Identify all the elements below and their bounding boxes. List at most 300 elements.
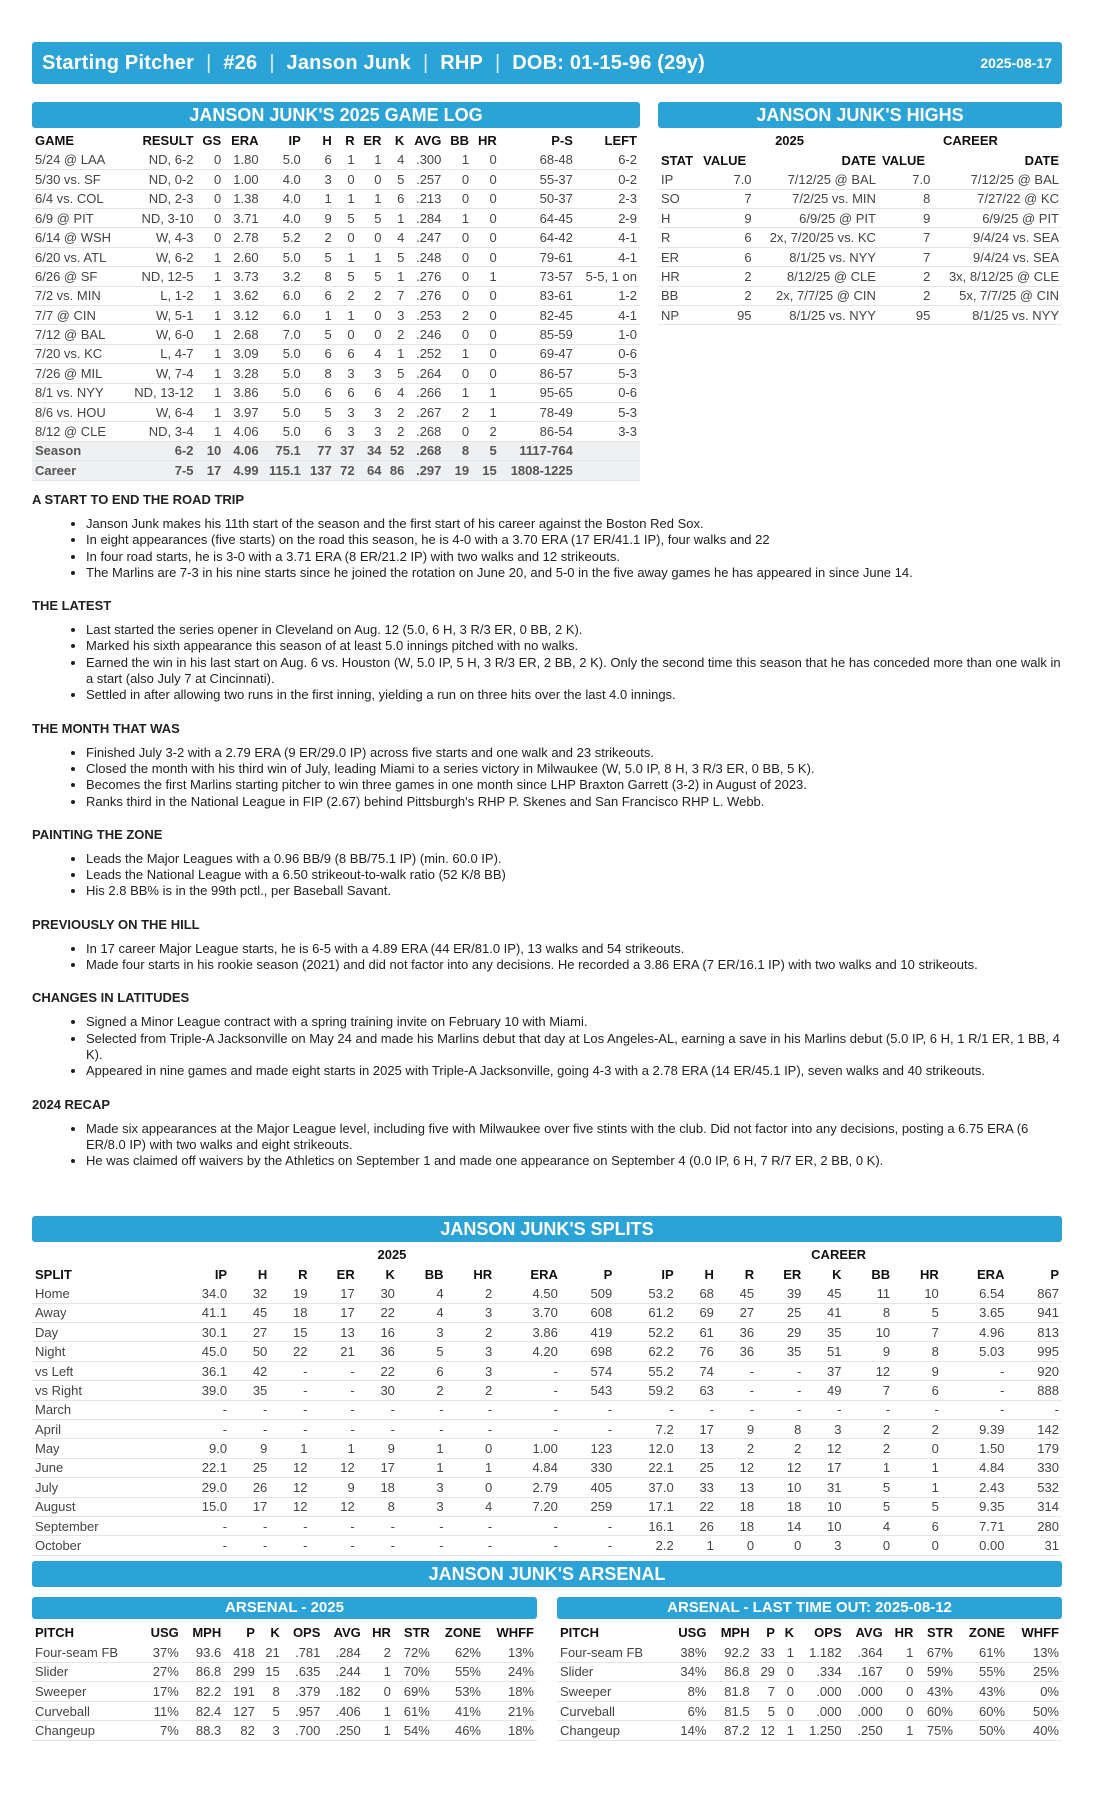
table-cell: 1: [384, 267, 407, 286]
table-cell: 33: [677, 1478, 717, 1497]
table-cell: 8/1/25 vs. NYY: [755, 247, 879, 266]
table-cell: 330: [1007, 1458, 1062, 1477]
table-cell: 4.20: [495, 1342, 561, 1361]
note-heading: THE LATEST: [32, 598, 112, 614]
table-cell: .000: [797, 1701, 845, 1721]
table-cell: 36: [717, 1342, 757, 1361]
column-header: IP: [288, 133, 301, 149]
splits-row: [32, 1284, 1062, 1303]
table-cell: 4-1: [576, 228, 640, 247]
table-cell: 78-49: [500, 402, 576, 421]
table-cell: 37: [335, 441, 358, 460]
highs-row: [658, 306, 1062, 325]
table-cell: .213: [407, 189, 444, 208]
highs-row: [658, 286, 1062, 305]
table-cell: 2: [444, 402, 472, 421]
table-cell: 5: [384, 364, 407, 383]
table-cell: 5-5, 1 on: [576, 267, 640, 286]
table-cell: 0: [472, 325, 500, 344]
table-cell: .700: [283, 1721, 324, 1741]
column-header: ZONE: [444, 1625, 481, 1641]
table-cell: 2: [447, 1323, 496, 1342]
table-cell: 8: [358, 1497, 398, 1516]
table-cell: August: [32, 1497, 169, 1516]
table-cell: 59%: [916, 1662, 956, 1682]
table-cell: 1: [444, 209, 472, 228]
table-cell: -: [270, 1536, 310, 1555]
column-header: HR: [894, 1625, 914, 1641]
table-cell: [576, 461, 640, 480]
column-header: P: [246, 1625, 255, 1641]
table-cell: 1.250: [797, 1721, 845, 1741]
table-cell: 2: [384, 422, 407, 441]
table-cell: 1: [197, 422, 225, 441]
column-header: BB: [450, 133, 470, 149]
table-cell: 0: [886, 1682, 917, 1702]
table-cell: 330: [561, 1458, 615, 1477]
table-cell: ND, 12-5: [124, 267, 197, 286]
column-header: STR: [403, 1625, 430, 1641]
table-cell: 6/14 @ WSH: [32, 228, 124, 247]
table-cell: 6: [304, 383, 335, 402]
column-header: MPH: [192, 1625, 222, 1641]
table-cell: 2.79: [495, 1478, 561, 1497]
table-cell: 2: [845, 1439, 894, 1458]
note-item: • He was claimed off waivers by the Athletics on September 1 and made one appearance on September 4 (0.0 IP, 6 H, 7 R/7 ER, 2 BB, 0 K).: [86, 1153, 1062, 1169]
table-cell: 191: [224, 1682, 258, 1702]
table-cell: 37.0: [615, 1478, 676, 1497]
game-log-row: [32, 189, 640, 208]
table-cell: 0: [197, 209, 225, 228]
table-cell: 4: [384, 150, 407, 169]
game-log-table: [32, 131, 640, 481]
header-throws: RHP: [440, 51, 484, 74]
table-cell: 86-54: [500, 422, 576, 441]
table-cell: 2: [398, 1381, 447, 1400]
table-cell: -: [310, 1381, 357, 1400]
game-log-title: JANSON JUNK'S 2025 GAME LOG: [32, 102, 640, 128]
arsenal-last-header-row: [557, 1623, 1062, 1643]
table-cell: 0: [444, 267, 472, 286]
table-cell: 26: [677, 1516, 717, 1535]
table-cell: 52.2: [615, 1323, 676, 1342]
table-cell: 54%: [394, 1721, 433, 1741]
table-cell: 1: [893, 1478, 942, 1497]
table-cell: 7: [893, 1323, 942, 1342]
table-cell: 16: [358, 1323, 398, 1342]
arsenal-row: [557, 1721, 1062, 1741]
table-cell: W, 7-4: [124, 364, 197, 383]
table-cell: 15: [472, 461, 500, 480]
page-header: [32, 42, 1062, 84]
table-cell: 4.96: [942, 1323, 1008, 1342]
column-header: GS: [202, 133, 222, 149]
column-header: ER: [783, 1266, 802, 1282]
highs-body: [658, 170, 1062, 325]
table-cell: -: [398, 1400, 447, 1419]
column-header: ER: [336, 1266, 355, 1282]
table-cell: 6: [335, 344, 358, 363]
game-log-row: [32, 383, 640, 402]
table-cell: 82.2: [182, 1682, 224, 1702]
table-cell: 10: [893, 1284, 942, 1303]
table-cell: 5/30 vs. SF: [32, 170, 124, 189]
note-item: • Appeared in nine games and made eight starts in 2025 with Triple-A Jacksonville, going 4-3 with a 2.78 ERA (14 ER/45.1 IP), seven walks and 40 strikeouts.: [86, 1063, 1062, 1079]
column-header: RESULT: [142, 133, 194, 149]
header-date: 2025-08-17: [980, 55, 1052, 71]
table-cell: 419: [561, 1323, 615, 1342]
note-heading: PREVIOUSLY ON THE HILL: [32, 916, 200, 932]
table-cell: 0: [472, 306, 500, 325]
note-item: • Last started the series opener in Cleveland on Aug. 12 (5.0, 6 H, 3 R/3 ER, 0 BB, 2 K).: [86, 622, 1062, 638]
arsenal-last-body: [557, 1643, 1062, 1741]
table-cell: .000: [797, 1682, 845, 1702]
table-cell: 5-3: [576, 364, 640, 383]
table-cell: 1: [778, 1721, 797, 1741]
table-cell: 2x, 7/20/25 vs. KC: [755, 228, 879, 247]
table-cell: 2: [304, 228, 335, 247]
table-cell: -: [615, 1400, 676, 1419]
table-cell: 86.8: [709, 1662, 752, 1682]
table-cell: 33: [753, 1643, 778, 1663]
table-cell: 2: [358, 286, 385, 305]
table-cell: 9: [700, 209, 754, 228]
column-header: HR: [473, 1266, 493, 1282]
table-cell: 142: [1007, 1420, 1062, 1439]
table-cell: 41.1: [169, 1303, 230, 1322]
table-cell: 1: [444, 383, 472, 402]
table-cell: .252: [407, 344, 444, 363]
table-cell: 1: [677, 1536, 717, 1555]
table-cell: 9/4/24 vs. SEA: [933, 247, 1062, 266]
note-item: • Ranks third in the National League in FIP (2.67) behind Pittsburgh's RHP P. Skenes and San Francisco RHP L. Webb.: [86, 794, 1062, 810]
table-cell: 5: [845, 1497, 894, 1516]
table-cell: .246: [407, 325, 444, 344]
table-cell: 698: [561, 1342, 615, 1361]
table-cell: 9: [845, 1342, 894, 1361]
table-cell: 314: [1007, 1497, 1062, 1516]
note-item: • In eight appearances (five starts) on the road this season, he is 4-0 with a 3.70 ERA (17 ER/41.1 IP), four walks and 22: [86, 532, 1062, 548]
table-cell: 1: [197, 247, 225, 266]
table-cell: 10: [757, 1478, 804, 1497]
table-cell: 2.43: [942, 1478, 1008, 1497]
note-list: [86, 941, 1062, 974]
table-cell: .264: [407, 364, 444, 383]
table-cell: 17: [804, 1458, 844, 1477]
table-cell: Slider: [32, 1662, 140, 1682]
table-cell: 27: [717, 1303, 757, 1322]
game-log-section: [32, 102, 640, 481]
table-cell: 22.1: [169, 1458, 230, 1477]
table-cell: 3x, 8/12/25 @ CLE: [933, 267, 1062, 286]
table-cell: .276: [407, 267, 444, 286]
table-cell: 0: [778, 1682, 797, 1702]
table-cell: 0%: [1008, 1682, 1062, 1702]
table-cell: 9: [304, 209, 335, 228]
table-cell: 40%: [1008, 1721, 1062, 1741]
column-header: LEFT: [604, 133, 637, 149]
highs-group-2025: 2025: [775, 133, 804, 149]
column-header: H: [704, 1266, 714, 1282]
table-cell: 3: [335, 364, 358, 383]
column-header: IP: [214, 1266, 228, 1282]
table-cell: 37%: [140, 1643, 182, 1663]
table-cell: 0: [444, 364, 472, 383]
column-header: STAT: [661, 152, 694, 168]
table-cell: 81.8: [709, 1682, 752, 1702]
table-cell: 18%: [484, 1721, 537, 1741]
table-cell: 5: [753, 1701, 778, 1721]
table-cell: -: [310, 1400, 357, 1419]
splits-group-spacer: [32, 1245, 169, 1264]
table-cell: 9: [879, 209, 933, 228]
table-cell: 3: [398, 1497, 447, 1516]
splits-row: [32, 1303, 1062, 1322]
table-cell: 3.28: [224, 364, 261, 383]
table-cell: 3.73: [224, 267, 261, 286]
table-cell: Away: [32, 1303, 169, 1322]
table-cell: Four-seam FB: [557, 1643, 667, 1663]
column-header: P-S: [551, 133, 573, 149]
arsenal-row: [557, 1682, 1062, 1702]
table-cell: 95: [700, 306, 754, 325]
table-cell: 6/9/25 @ PIT: [933, 209, 1062, 228]
arsenal-season-header-row: [32, 1623, 537, 1643]
table-cell: 7/20 vs. KC: [32, 344, 124, 363]
column-header: VALUE: [881, 152, 926, 168]
table-cell: 2.2: [615, 1536, 676, 1555]
splits-row: [32, 1361, 1062, 1380]
table-cell: 12: [753, 1721, 778, 1741]
table-cell: -: [804, 1400, 844, 1419]
splits-row: [32, 1536, 1062, 1555]
table-cell: -: [757, 1381, 804, 1400]
table-cell: 4.0: [262, 170, 304, 189]
table-cell: 7/27/22 @ KC: [933, 189, 1062, 208]
table-cell: 3.12: [224, 306, 261, 325]
table-cell: 3.65: [942, 1303, 1008, 1322]
column-header: DATE: [1024, 152, 1059, 168]
table-cell: 3.97: [224, 402, 261, 421]
table-cell: 0: [472, 286, 500, 305]
table-cell: 55-37: [500, 170, 576, 189]
table-cell: 17: [310, 1303, 357, 1322]
column-header: K: [270, 1625, 280, 1641]
table-cell: -: [561, 1516, 615, 1535]
arsenal-last-title: ARSENAL - LAST TIME OUT: 2025-08-12: [557, 1597, 1062, 1619]
table-cell: 7/12/25 @ BAL: [755, 170, 879, 189]
table-cell: 12: [310, 1497, 357, 1516]
table-cell: 0: [358, 228, 385, 247]
table-cell: -: [169, 1536, 230, 1555]
table-cell: 4.84: [942, 1458, 1008, 1477]
table-cell: 9.0: [169, 1439, 230, 1458]
table-cell: 52: [384, 441, 407, 460]
table-cell: NP: [658, 306, 700, 325]
table-cell: 6/20 vs. ATL: [32, 247, 124, 266]
table-cell: 10: [804, 1497, 844, 1516]
table-cell: W, 6-0: [124, 325, 197, 344]
table-cell: 280: [1007, 1516, 1062, 1535]
table-cell: -: [717, 1381, 757, 1400]
table-cell: .635: [283, 1662, 324, 1682]
table-cell: 0: [335, 170, 358, 189]
table-cell: 4: [358, 344, 385, 363]
note-list: [86, 1121, 1062, 1170]
table-cell: 2: [879, 267, 933, 286]
table-cell: 15: [270, 1323, 310, 1342]
table-cell: 1: [886, 1643, 917, 1663]
column-header: K: [784, 1625, 794, 1641]
table-cell: 32: [230, 1284, 270, 1303]
table-cell: ND, 0-2: [124, 170, 197, 189]
table-cell: 55%: [956, 1662, 1008, 1682]
note-item: • Made six appearances at the Major League level, including five with Milwaukee over five stints with the club. Did not factor into any decisions, posting a 6.75 ERA (6 ER/8.0 IP) with two walks and eight strikeouts.: [86, 1121, 1062, 1154]
table-cell: 3: [804, 1420, 844, 1439]
table-cell: 0: [197, 170, 225, 189]
column-header: USG: [678, 1625, 707, 1641]
table-cell: 26: [230, 1478, 270, 1497]
table-cell: 72: [335, 461, 358, 480]
table-cell: 2: [757, 1439, 804, 1458]
table-cell: W, 6-4: [124, 402, 197, 421]
table-cell: 38%: [667, 1643, 709, 1663]
column-header: P: [1050, 1266, 1059, 1282]
column-header: PITCH: [35, 1625, 74, 1641]
table-cell: 920: [1007, 1361, 1062, 1380]
table-cell: 25%: [1008, 1662, 1062, 1682]
table-cell: 25: [230, 1458, 270, 1477]
table-cell: 35: [804, 1323, 844, 1342]
table-cell: 6: [304, 344, 335, 363]
table-cell: 0: [893, 1536, 942, 1555]
table-cell: -: [230, 1420, 270, 1439]
table-cell: 574: [561, 1361, 615, 1380]
table-cell: -: [561, 1536, 615, 1555]
table-cell: 509: [561, 1284, 615, 1303]
table-cell: 64-42: [500, 228, 576, 247]
table-cell: 1: [197, 286, 225, 305]
arsenal-row: [32, 1662, 537, 1682]
table-cell: 7/12 @ BAL: [32, 325, 124, 344]
table-cell: 1: [197, 364, 225, 383]
table-cell: -: [358, 1516, 398, 1535]
table-cell: 76: [677, 1342, 717, 1361]
table-cell: 9: [358, 1439, 398, 1458]
table-cell: 2: [444, 306, 472, 325]
table-cell: 60%: [916, 1701, 956, 1721]
table-cell: -: [270, 1361, 310, 1380]
table-cell: 0-6: [576, 383, 640, 402]
table-cell: 0: [472, 364, 500, 383]
table-cell: 49: [804, 1381, 844, 1400]
table-cell: 6/4 vs. COL: [32, 189, 124, 208]
table-cell: 95-65: [500, 383, 576, 402]
game-log-row: [32, 247, 640, 266]
table-cell: 13: [310, 1323, 357, 1342]
table-cell: -: [561, 1420, 615, 1439]
table-cell: 4.84: [495, 1458, 561, 1477]
table-cell: 7: [700, 189, 754, 208]
table-cell: 17: [310, 1284, 357, 1303]
table-cell: 10: [804, 1516, 844, 1535]
table-cell: 0: [472, 228, 500, 247]
table-cell: 0-2: [576, 170, 640, 189]
table-cell: 62.2: [615, 1342, 676, 1361]
table-cell: 6/26 @ SF: [32, 267, 124, 286]
table-cell: 6: [358, 383, 385, 402]
table-cell: 45: [230, 1303, 270, 1322]
table-cell: 418: [224, 1643, 258, 1663]
table-cell: 50-37: [500, 189, 576, 208]
table-cell: .300: [407, 150, 444, 169]
table-cell: 2: [700, 286, 754, 305]
column-header: PITCH: [560, 1625, 599, 1641]
column-header: USG: [150, 1625, 179, 1641]
table-cell: 867: [1007, 1284, 1062, 1303]
table-cell: 12: [845, 1361, 894, 1380]
table-cell: 74: [677, 1361, 717, 1380]
table-cell: 3: [384, 306, 407, 325]
table-cell: 9: [893, 1361, 942, 1380]
table-cell: 50%: [956, 1721, 1008, 1741]
table-cell: 1: [335, 150, 358, 169]
table-cell: 2: [384, 402, 407, 421]
table-cell: 24%: [484, 1662, 537, 1682]
table-cell: .247: [407, 228, 444, 247]
table-cell: 12: [270, 1458, 310, 1477]
table-cell: 1: [384, 344, 407, 363]
table-cell: .364: [845, 1643, 886, 1663]
game-log-row: [32, 344, 640, 363]
column-header: GAME: [35, 133, 74, 149]
table-cell: 2: [879, 286, 933, 305]
arsenal-last-table: [557, 1623, 1062, 1741]
table-cell: 3: [358, 402, 385, 421]
table-cell: -: [717, 1361, 757, 1380]
table-cell: 2-3: [576, 189, 640, 208]
table-cell: 5-3: [576, 402, 640, 421]
table-cell: 1: [472, 267, 500, 286]
table-cell: 4.0: [262, 209, 304, 228]
table-cell: 70%: [394, 1662, 433, 1682]
table-cell: 86: [384, 461, 407, 480]
table-cell: .250: [845, 1721, 886, 1741]
table-cell: 15.0: [169, 1497, 230, 1516]
table-cell: 6: [893, 1516, 942, 1535]
table-cell: 69: [677, 1303, 717, 1322]
table-cell: 5: [304, 402, 335, 421]
table-cell: .284: [407, 209, 444, 228]
table-cell: 35: [230, 1381, 270, 1400]
table-cell: 259: [561, 1497, 615, 1516]
table-cell: 7: [879, 247, 933, 266]
table-cell: 36: [358, 1342, 398, 1361]
column-header: K: [832, 1266, 842, 1282]
table-cell: -: [358, 1400, 398, 1419]
splits-row: [32, 1478, 1062, 1497]
table-cell: 1: [472, 402, 500, 421]
table-cell: 86-57: [500, 364, 576, 383]
table-cell: 8: [757, 1420, 804, 1439]
table-cell: 87.2: [709, 1721, 752, 1741]
table-cell: 299: [224, 1662, 258, 1682]
table-cell: 3: [447, 1342, 496, 1361]
table-cell: 4: [447, 1497, 496, 1516]
table-cell: 18: [717, 1497, 757, 1516]
game-log-total-row: [32, 441, 640, 460]
column-header: MPH: [720, 1625, 750, 1641]
